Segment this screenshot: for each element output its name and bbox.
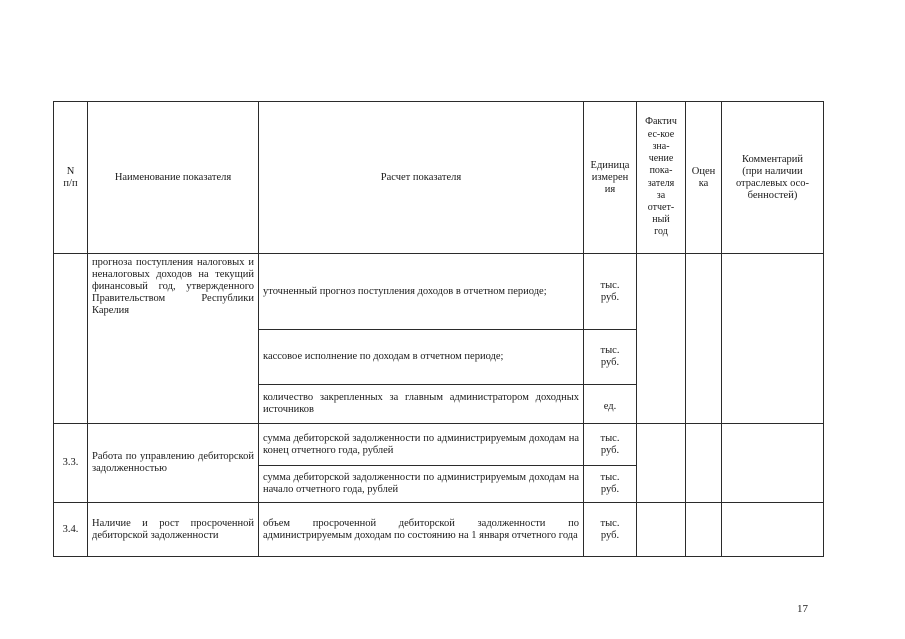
row2-unit-1: тыс. руб. — [600, 432, 620, 456]
row1-unit-1: тыс. руб. — [600, 279, 620, 303]
row1-calc-3: количество закрепленных за главным администратором доходных источников — [263, 392, 579, 415]
row2-calc-2: сумма дебиторской задолженности по администрируемым доходам на начало отчетного года, рублей — [263, 472, 579, 495]
row1-calc-2: кассовое исполнение по доходам в отчетном периоде; — [263, 351, 504, 362]
row1-num — [54, 254, 87, 423]
row3-name: Наличие и рост просроченной дебиторской задолженности — [92, 517, 254, 541]
row2-num: 3.3. — [62, 457, 79, 468]
row1-name: прогноза поступления налоговых и неналоговых доходов на текущий финансовый год, утвержденного Правительством Республики Карелия — [92, 257, 254, 316]
row1-unit-3: ед. — [603, 401, 617, 412]
header-actual: Фактич ес-кое зна- чение пока- зателя за отчет- ный год — [645, 116, 677, 238]
row3-unit-1: тыс. руб. — [600, 517, 620, 541]
header-comment: Комментарий (при наличии отраслевых осо- бенностей) — [735, 153, 810, 201]
row2-name: Работа по управлению дебиторской задолженностью — [92, 451, 254, 474]
page-number: 17 — [797, 603, 808, 615]
header-num: N п/п — [63, 165, 78, 189]
row1-calc-1: уточненный прогноз поступления доходов в отчетном периоде; — [263, 285, 547, 297]
row2-unit-2: тыс. руб. — [600, 472, 620, 495]
header-unit: Единица измерен ия — [590, 159, 630, 195]
row3-num: 3.4. — [62, 523, 79, 535]
header-calc: Расчет показателя — [380, 171, 462, 183]
row3-calc-1: объем просроченной дебиторской задолженности по администрируемым доходам по состоянию на 1 января отчетного года — [263, 517, 579, 541]
header-name: Наименование показателя — [114, 171, 232, 183]
row2-calc-1: сумма дебиторской задолженности по администрируемым доходам на конец отчетного года, рублей — [263, 432, 579, 456]
header-score: Оцен ка — [691, 165, 716, 189]
row1-unit-2: тыс. руб. — [600, 345, 620, 368]
